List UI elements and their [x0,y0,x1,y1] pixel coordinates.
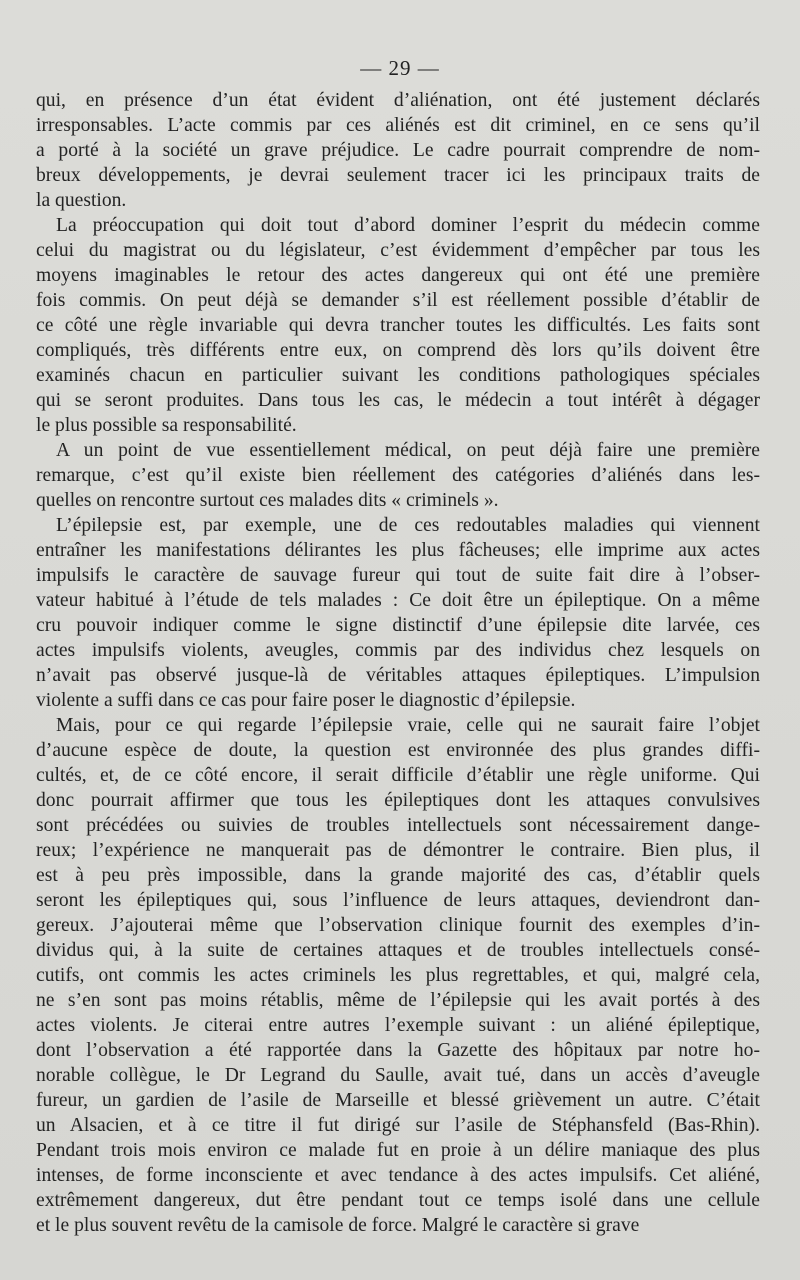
paragraph [36,88,760,213]
text-line: reux; l’expérience ne manquerait pas de démontrer le contraire. Bien plus, il [36,840,760,861]
text-line: la question. [36,190,127,211]
text-line: A un point de vue essentiellement médical, on peut déjà faire une première [56,440,760,461]
text-line: dont l’observation a été rapportée dans la Gazette des hôpitaux par notre ho- [36,1040,760,1061]
text-line: irresponsables. L’acte commis par ces aliénés est dit criminel, en ce sens qu’il [36,115,760,136]
paragraph [36,713,760,1238]
text-line: impulsifs le caractère de sauvage fureur qui tout de suite fait dire à l’obser- [36,565,760,586]
text-line: actes violents. Je citerai entre autres l’exemple suivant : un aliéné épileptique, [36,1015,760,1036]
text-line: qui se seront produites. Dans tous les cas, le médecin a tout intérêt à dégager [36,390,760,411]
text-line: est à peu près impossible, dans la grande majorité des cas, d’établir quels [36,865,760,886]
text-line: moyens imaginables le retour des actes dangereux qui ont été une première [36,265,760,286]
text-line: Mais, pour ce qui regarde l’épilepsie vraie, celle qui ne saurait faire l’objet [56,715,760,736]
text-line: gereux. J’ajouterai même que l’observation clinique fournit des exemples d’in- [36,915,760,936]
text-line: cultés, et, de ce côté encore, il serait difficile d’établir une règle uniforme. Qui [36,765,760,786]
text-line: compliqués, très différents entre eux, on comprend dès lors qu’ils doivent être [36,340,760,361]
text-line: donc pourrait affirmer que tous les épileptiques dont les attaques convulsives [36,790,760,811]
text-line: et le plus souvent revêtu de la camisole de force. Malgré le caractère si grave [36,1215,640,1236]
text-line: intenses, de forme inconsciente et avec tendance à des actes impulsifs. Cet aliéné, [36,1165,760,1186]
text-line: cru pouvoir indiquer comme le signe distinctif d’une épilepsie dite larvée, ces [36,615,760,636]
text-line: breux développements, je devrai seulement tracer ici les principaux traits de [36,165,760,186]
text-line: violente a suffi dans ce cas pour faire poser le diagnostic d’épilepsie. [36,690,576,711]
text-line: sont précédées ou suivies de troubles intellectuels sont nécessairement dange- [36,815,760,836]
text-line: n’avait pas observé jusque-là de véritables attaques épileptiques. L’impulsion [36,665,760,686]
text-line: extrêmement dangereux, dut être pendant tout ce temps isolé dans une cellule [36,1190,760,1211]
text-line: dividus qui, à la suite de certaines attaques et de troubles intellectuels consé- [36,940,760,961]
text-line: La préoccupation qui doit tout d’abord dominer l’esprit du médecin comme [56,215,760,236]
text-line: un Alsacien, et à ce titre il fut dirigé sur l’asile de Stéphansfeld (Bas-Rhin). [36,1115,760,1136]
text-line: fois commis. On peut déjà se demander s’il est réellement possible d’établir de [36,290,760,311]
text-line: vateur habitué à l’étude de tels malades : Ce doit être un épileptique. On a même [36,590,760,611]
text-line: fureur, un gardien de l’asile de Marseille et blessé grièvement un autre. C’était [36,1090,760,1111]
text-line: ne s’en sont pas moins rétablis, même de l’épilepsie qui les avait portés à des [36,990,760,1011]
text-line: seront les épileptiques qui, sous l’influence de leurs attaques, deviendront dan- [36,890,760,911]
text-line: entraîner les manifestations délirantes les plus fâcheuses; elle imprime aux actes [36,540,760,561]
text-line: d’aucune espèce de doute, la question est environnée des plus grandes diffi- [36,740,760,761]
paragraph [36,438,760,513]
text-line: celui du magistrat ou du législateur, c’est évidemment d’empêcher par tous les [36,240,760,261]
body-text [36,88,760,1238]
text-line: L’épilepsie est, par exemple, une de ces redoutables maladies qui viennent [56,515,760,536]
text-line: cutifs, ont commis les actes criminels les plus regrettables, et qui, malgré cela, [36,965,760,986]
paragraph [36,513,760,713]
text-line: a porté à la société un grave préjudice. Le cadre pourrait comprendre de nom- [36,140,760,161]
text-line: norable collègue, le Dr Legrand du Saulle, avait tué, dans un accès d’aveugle [36,1065,760,1086]
text-line: actes impulsifs violents, aveugles, commis par des individus chez lesquels on [36,640,760,661]
text-line: ce côté une règle invariable qui devra trancher toutes les difficultés. Les faits sont [36,315,760,336]
text-line: le plus possible sa responsabilité. [36,415,297,436]
paragraph [36,213,760,438]
text-line: quelles on rencontre surtout ces malades dits « criminels ». [36,490,499,511]
page-number: — 29 — [360,56,440,80]
text-line: remarque, c’est qu’il existe bien réellement des catégories d’aliénés dans les- [36,465,760,486]
text-line: examinés chacun en particulier suivant les conditions pathologiques spéciales [36,365,760,386]
text-line: qui, en présence d’un état évident d’aliénation, ont été justement déclarés [36,90,760,111]
text-line: Pendant trois mois environ ce malade fut en proie à un délire maniaque des plus [36,1140,760,1161]
